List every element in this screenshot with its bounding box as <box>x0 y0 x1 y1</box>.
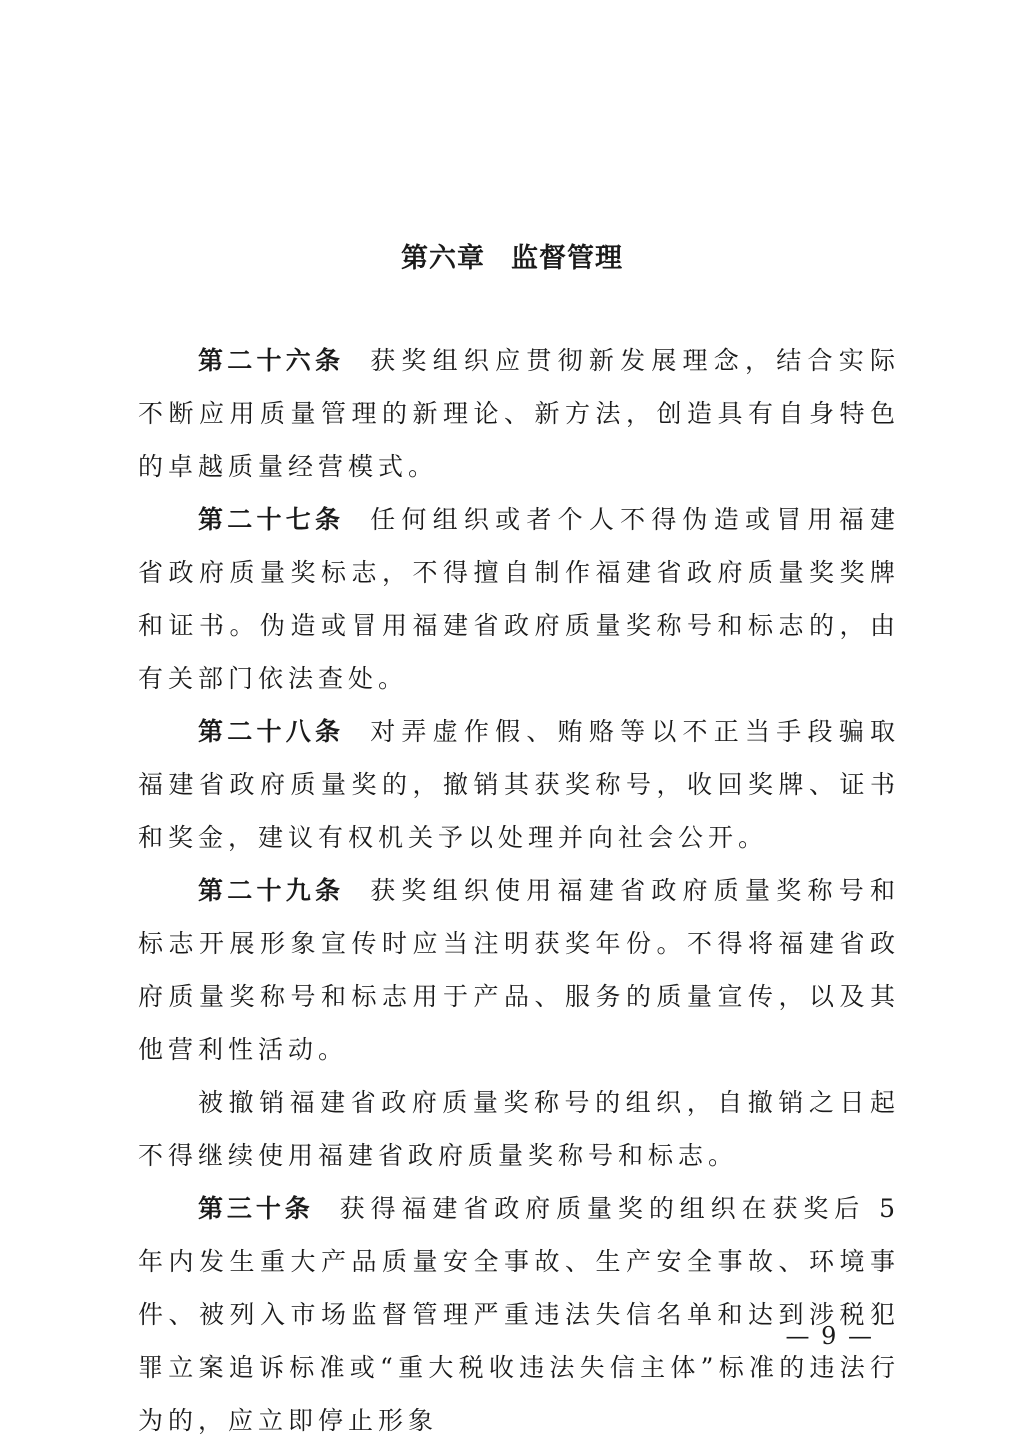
chapter-number: 第六章 <box>401 243 485 274</box>
article-number: 第三十条 <box>198 1194 314 1223</box>
article-text: 对弄虚作假、贿赂等以不正当手段骗取福建省政府质量奖的，撤销其获奖称号，收回奖牌、证书和奖金，建议有权机关予以处理并向社会公开。 <box>138 717 900 852</box>
article-number: 第二十九条 <box>198 876 345 905</box>
article-26 <box>138 334 900 493</box>
article-28 <box>138 705 900 864</box>
article-27 <box>138 493 900 705</box>
chapter-title <box>0 236 1024 275</box>
article-text: 获得福建省政府质量奖的组织在获奖后 5 年内发生重大产品质量安全事故、生产安全事故、环境事件、被列入市场监督管理严重违法失信名单和达到涉税犯罪立案追诉标准或“重大税收违法失信主体”标准的违法行为的，应立即停止形象 <box>138 1194 900 1435</box>
article-29 <box>138 864 900 1076</box>
article-text: 获奖组织使用福建省政府质量奖称号和标志开展形象宣传时应当注明获奖年份。不得将福建省政府质量奖称号和标志用于产品、服务的质量宣传，以及其他营利性活动。 <box>138 876 900 1064</box>
document-body <box>138 334 900 1447</box>
article-number: 第二十八条 <box>198 717 345 746</box>
article-30 <box>138 1182 900 1447</box>
page-number: — 9 — <box>785 1322 874 1350</box>
article-text: 任何组织或者个人不得伪造或冒用福建省政府质量奖标志，不得擅自制作福建省政府质量奖奖牌和证书。伪造或冒用福建省政府质量奖称号和标志的，由有关部门依法查处。 <box>138 505 900 693</box>
article-29-paragraph-2 <box>138 1076 900 1182</box>
chapter-name: 监督管理 <box>511 243 623 274</box>
article-text: 获奖组织应贯彻新发展理念，结合实际不断应用质量管理的新理论、新方法，创造具有自身特色的卓越质量经营模式。 <box>138 346 900 481</box>
article-text: 被撤销福建省政府质量奖称号的组织，自撤销之日起不得继续使用福建省政府质量奖称号和标志。 <box>138 1088 900 1170</box>
article-number: 第二十七条 <box>198 505 345 534</box>
article-number: 第二十六条 <box>198 346 345 375</box>
